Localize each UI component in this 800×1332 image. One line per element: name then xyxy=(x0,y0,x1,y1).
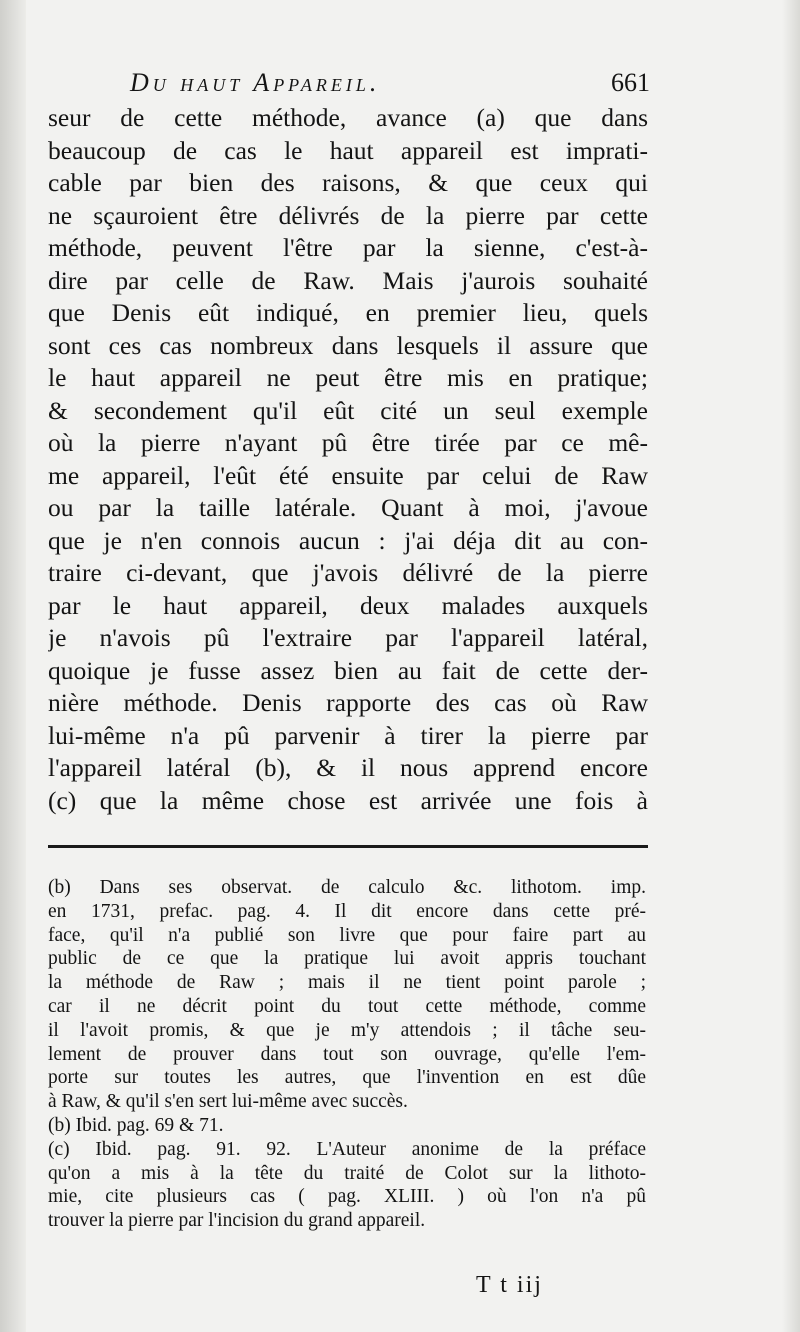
signature-mark: T t iij xyxy=(476,1272,543,1298)
footnote-line: lement de prouver dans tout son ouvrage, qu'elle l'em- xyxy=(48,1043,646,1065)
footnote-line: (c) Ibid. pag. 91. 92. L'Auteur anonime de la préface xyxy=(48,1138,646,1160)
footnote-line: face, qu'il n'a publié son livre que pour faire part au xyxy=(48,924,646,946)
text-line: ou par la taille latérale. Quant à moi, j'avoue xyxy=(48,493,648,522)
page-edge-right xyxy=(782,0,800,1332)
text-line: où la pierre n'ayant pû être tirée par ce mê- xyxy=(48,428,648,457)
text-line: me appareil, l'eût été ensuite par celui de Raw xyxy=(48,460,648,490)
footnote-line: à Raw, & qu'il s'en sert lui-même avec succès. xyxy=(48,1091,408,1113)
text-line: l'appareil latéral (b), & il nous apprend encore xyxy=(48,753,648,782)
text-line: le haut appareil ne peut être mis en pratique; xyxy=(48,363,648,392)
text-line: lui-même n'a pû parvenir à tirer la pierre par xyxy=(48,720,648,750)
text-line: seur de cette méthode, avance (a) que dans xyxy=(48,103,648,132)
footnote-line: (b) Dans ses observat. de calculo &c. lithotom. imp. xyxy=(48,877,646,898)
text-line: que Denis eût indiqué, en premier lieu, quels xyxy=(48,298,648,327)
text-line: nière méthode. Denis rapporte des cas où Raw xyxy=(48,688,648,717)
page-gutter-left xyxy=(0,0,26,1332)
page-number: 661 xyxy=(611,68,650,97)
text-line: méthode, peuvent l'être par la sienne, c'est-à- xyxy=(48,233,648,262)
running-head xyxy=(130,68,650,102)
footnote-line: public de ce que la pratique lui avoit appris touchant xyxy=(48,948,646,970)
footnote-line: la méthode de Raw ; mais il ne tient point parole ; xyxy=(48,972,646,994)
text-line: cable par bien des raisons, & que ceux qui xyxy=(48,168,648,197)
footnote-line: porte sur toutes les autres, que l'invention en est dûe xyxy=(48,1067,646,1089)
text-line: & secondement qu'il eût cité un seul exemple xyxy=(48,395,648,425)
text-line: ne sçauroient être délivrés de la pierre par cette xyxy=(48,200,648,230)
text-line: je n'avois pû l'extraire par l'appareil latéral, xyxy=(48,623,648,652)
text-line: dire par celle de Raw. Mais j'aurois souhaité xyxy=(48,265,648,295)
footnote-line: trouver la pierre par l'incision du grand appareil. xyxy=(48,1210,426,1232)
text-line: traire ci-devant, que j'avois délivré de la pierre xyxy=(48,558,648,587)
footnote-line: en 1731, prefac. pag. 4. Il dit encore dans cette pré- xyxy=(48,900,646,922)
footnote-separator-rule xyxy=(48,845,648,848)
footnotes xyxy=(48,876,646,1233)
text-line: par le haut appareil, deux malades auxquels xyxy=(48,590,648,620)
text-line: sont ces cas nombreux dans lesquels il assure que xyxy=(48,330,648,360)
text-line: que je n'en connois aucun : j'ai déja dit au con- xyxy=(48,525,648,555)
text-line: quoique je fusse assez bien au fait de cette der- xyxy=(48,655,648,685)
footnote-line: qu'on a mis à la tête du traité de Colot sur la lithoto- xyxy=(48,1162,646,1184)
running-title: Du haut Appareil. xyxy=(130,68,381,97)
text-line: (c) que la même chose est arrivée une fois à xyxy=(48,785,648,815)
text-line: beaucoup de cas le haut appareil est imprati- xyxy=(48,135,648,165)
main-text xyxy=(48,102,648,817)
footnote-line: car il ne décrit point du tout cette méthode, comme xyxy=(48,995,646,1017)
footnote-line: il l'avoit promis, & que je m'y attendois ; il tâche seu- xyxy=(48,1019,646,1041)
footnote-line: (b) Ibid. pag. 69 & 71. xyxy=(48,1114,224,1136)
footnote-line: mie, cite plusieurs cas ( pag. XLIII. ) où l'on n'a pû xyxy=(48,1186,646,1208)
